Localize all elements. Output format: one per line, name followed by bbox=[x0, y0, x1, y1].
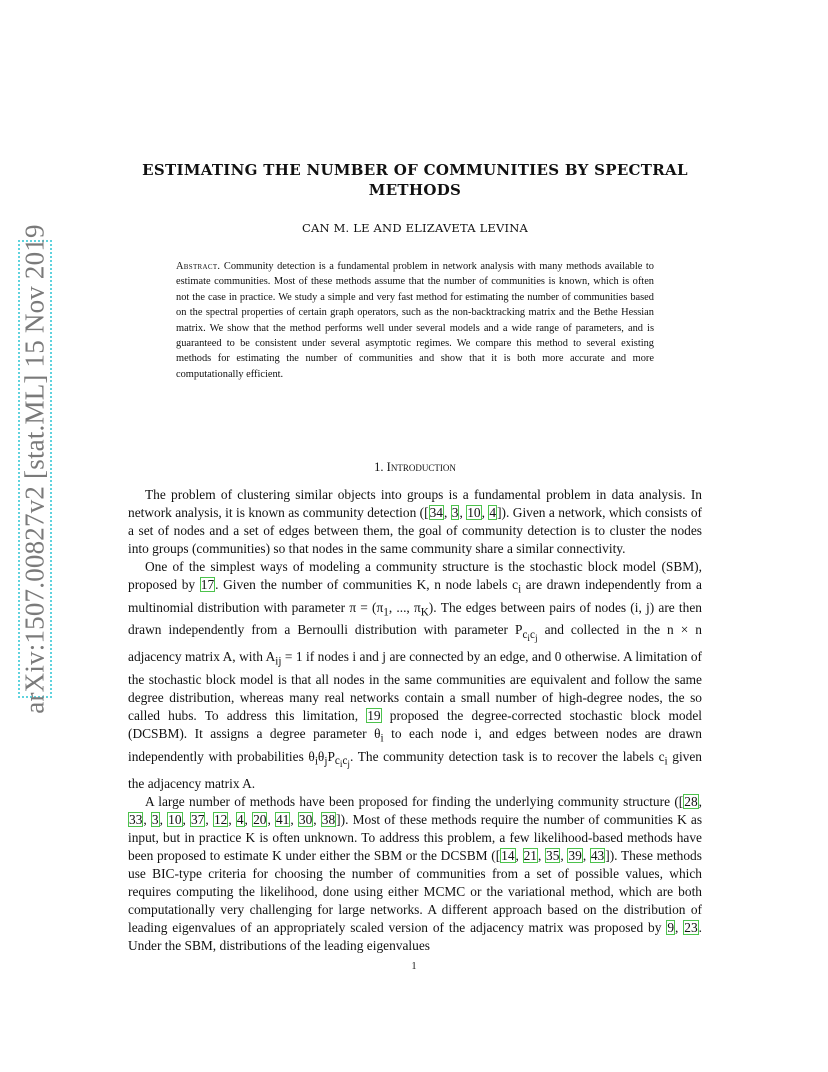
citation-link[interactable]: 28 bbox=[684, 793, 698, 809]
abstract bbox=[176, 259, 654, 382]
section-heading bbox=[120, 460, 710, 475]
paper-authors: CAN M. LE AND ELIZAVETA LEVINA bbox=[301, 221, 529, 235]
citation-link[interactable]: 10 bbox=[467, 505, 481, 520]
text-run: . Given the number of communities K, n node labels c bbox=[215, 577, 519, 592]
citation-link[interactable]: 10 bbox=[168, 811, 182, 827]
citation-link[interactable]: 33 bbox=[129, 811, 143, 827]
text-run: given the adjacency matrix A. bbox=[128, 748, 703, 791]
citation-link[interactable]: 30 bbox=[298, 811, 313, 827]
text-run: θ bbox=[317, 748, 325, 764]
text-run: . Under the SBM, distributions of the leading eigenvalues bbox=[128, 919, 702, 953]
citation-link[interactable]: 14 bbox=[501, 847, 515, 863]
subscript: i bbox=[518, 583, 522, 596]
citation-list: 14, 21, 35, 39, 43 bbox=[501, 847, 605, 863]
subscript: cicj bbox=[334, 755, 350, 771]
citation-link[interactable]: 3 bbox=[451, 505, 459, 520]
citation-link[interactable]: 37 bbox=[191, 811, 205, 827]
citation-list: 28, 33, 3, 10, 37, 12, 4, 20, 41, 30, 38 bbox=[129, 793, 702, 827]
arxiv-sidebar-stamp[interactable] bbox=[18, 224, 52, 714]
section-number: 1. bbox=[374, 460, 384, 474]
citation-link[interactable]: 38 bbox=[321, 811, 336, 827]
citation-link[interactable]: 43 bbox=[590, 847, 605, 863]
text-run: . The community detection task is to recover the labels c bbox=[350, 748, 665, 764]
text-run: to each node i, and edges between nodes are drawn independently with probabilities θ bbox=[128, 725, 702, 764]
citation-link[interactable]: 4 bbox=[236, 811, 244, 827]
subscript: K bbox=[420, 606, 429, 619]
paragraph-3: A large number of methods have been proposed for finding the underlying community structure ([28, 33, 3, 10, 37, 12, 4, 20, 41, 30, 38]). Most of these methods require the number of communities K as input, but in practice K is often unknown. To address this problem, a few likelihood-based methods have been proposed to estimate K under either the SBM or the DCSBM ([14, 21, 35, 39, 43]). These methods use BIC-type criteria for choosing the number of communities from a set of possible values, which requires computing the likelihood, done using either MCMC or the variational method, which are both computationally very challenging for large networks. A different approach based on the distribution of leading eigenvalues of an appropriately scaled version of the adjacency matrix was proposed by 9, 23. Under the SBM, distributions of the leading eigenvalues bbox=[128, 793, 703, 953]
citation-link[interactable]: 3 bbox=[151, 811, 159, 827]
text-run: proposed the degree-corrected stochastic block model (DCSBM). It assigns a degree parameter θ bbox=[128, 707, 702, 741]
subscript: j bbox=[324, 755, 328, 768]
subscript: i bbox=[314, 755, 318, 768]
citation-link[interactable]: 35 bbox=[546, 847, 560, 863]
section-title: Introduction bbox=[386, 460, 456, 474]
abstract-text: Community detection is a fundamental problem in network analysis with many methods available to estimate communities. Most of these methods assume that the number of communities is known, which is often not the case in practice. We study a simple and very fast method for estimating the number of communities based on the spectral properties of certain graph operators, such as the non-backtracking matrix and the Bethe Hessian matrix. We show that the method performs well under several models and a wide range of parameters, and is guaranteed to be consistent under several asymptotic regimes. We compare this method to several existing methods for estimating the number of communities and show that it is both more accurate and more computationally efficient. bbox=[176, 261, 654, 380]
text-run: ]). Given a network, which consists of a set of nodes and a set of edges between them, the goal of community detection is to cluster the nodes into groups (communities) so that nodes in the same community share a similar connectivity. bbox=[128, 505, 702, 556]
page-number: 1 bbox=[411, 961, 417, 972]
text-run: ). The edges between pairs of nodes (i, j) are then drawn independently from a Bernoulli distribution with parameter P bbox=[128, 599, 702, 638]
subscript: i bbox=[380, 732, 384, 745]
text-run: ]). These methods use BIC-type criteria for choosing the number of communities from a set of possible values, which requires computing the likelihood, done using either MCMC or the variational method, which are both computationally very challenging for large networks. A different approach based on the distribution of leading eigenvalues of an appropriately scaled version of the adjacency matrix was proposed by bbox=[128, 847, 702, 935]
text-run: = 1 if nodes i and j are connected by an edge, and 0 otherwise. A limitation of the stochastic block model is that all nodes in the same communities are equivalent and follow the same degree distribution, whereas many real networks contain a small number of high-degree nodes, the so called hubs. To address this limitation, bbox=[128, 649, 702, 723]
subscript: ij bbox=[275, 655, 282, 668]
paragraph-2 bbox=[128, 558, 702, 793]
text-run: , ..., π bbox=[388, 599, 421, 615]
citation-link[interactable]: 23 bbox=[684, 919, 698, 935]
citation-link[interactable]: 12 bbox=[213, 811, 228, 827]
citation-list: 34, 3, 10, 4 bbox=[429, 505, 497, 520]
body-text bbox=[128, 486, 702, 955]
text-run: are drawn independently from a multinomial distribution with parameter π = (π bbox=[128, 577, 702, 615]
citation-link[interactable]: 9 bbox=[667, 919, 675, 935]
citation-link[interactable]: 20 bbox=[253, 811, 267, 827]
subscript: cicj bbox=[522, 629, 538, 645]
arxiv-id-text: arXiv:1507.00827v2 [stat.ML] 15 Nov 2019 bbox=[19, 224, 50, 714]
subscript: 1 bbox=[383, 606, 389, 619]
citation-link[interactable]: 19 bbox=[367, 707, 381, 723]
text-run: ]). Most of these methods require the number of communities K as input, but in practice K is often unknown. To address this problem, a few likelihood-based methods have been proposed to estimate K under either the SBM or the DCSBM ([ bbox=[128, 811, 703, 863]
text-run: P bbox=[327, 748, 335, 764]
text-run: A large number of methods have been proposed for finding the underlying community structure ([ bbox=[145, 793, 684, 809]
citation-link[interactable]: 17 bbox=[200, 577, 215, 592]
citation-link[interactable]: 21 bbox=[523, 847, 537, 863]
text-run: One of the simplest ways of modeling a community structure is the stochastic block model (SBM), proposed by bbox=[128, 559, 702, 592]
text-run: The problem of clustering similar objects into groups is a fundamental problem in data analysis. In network analysis, it is known as community detection ([ bbox=[128, 487, 702, 520]
abstract-label: Abstract. bbox=[176, 261, 221, 272]
citation-link[interactable]: 39 bbox=[568, 847, 582, 863]
citation-link[interactable]: 41 bbox=[275, 811, 290, 827]
text-run: and collected in the n × n adjacency matrix A, with A bbox=[128, 622, 702, 665]
citation-link[interactable]: 34 bbox=[429, 505, 443, 520]
paper-title: ESTIMATING THE NUMBER OF COMMUNITIES BY SPECTRAL METHODS bbox=[142, 161, 688, 199]
paragraph-1 bbox=[128, 486, 702, 558]
subscript: i bbox=[664, 755, 668, 768]
citation-link[interactable]: 4 bbox=[489, 505, 497, 520]
